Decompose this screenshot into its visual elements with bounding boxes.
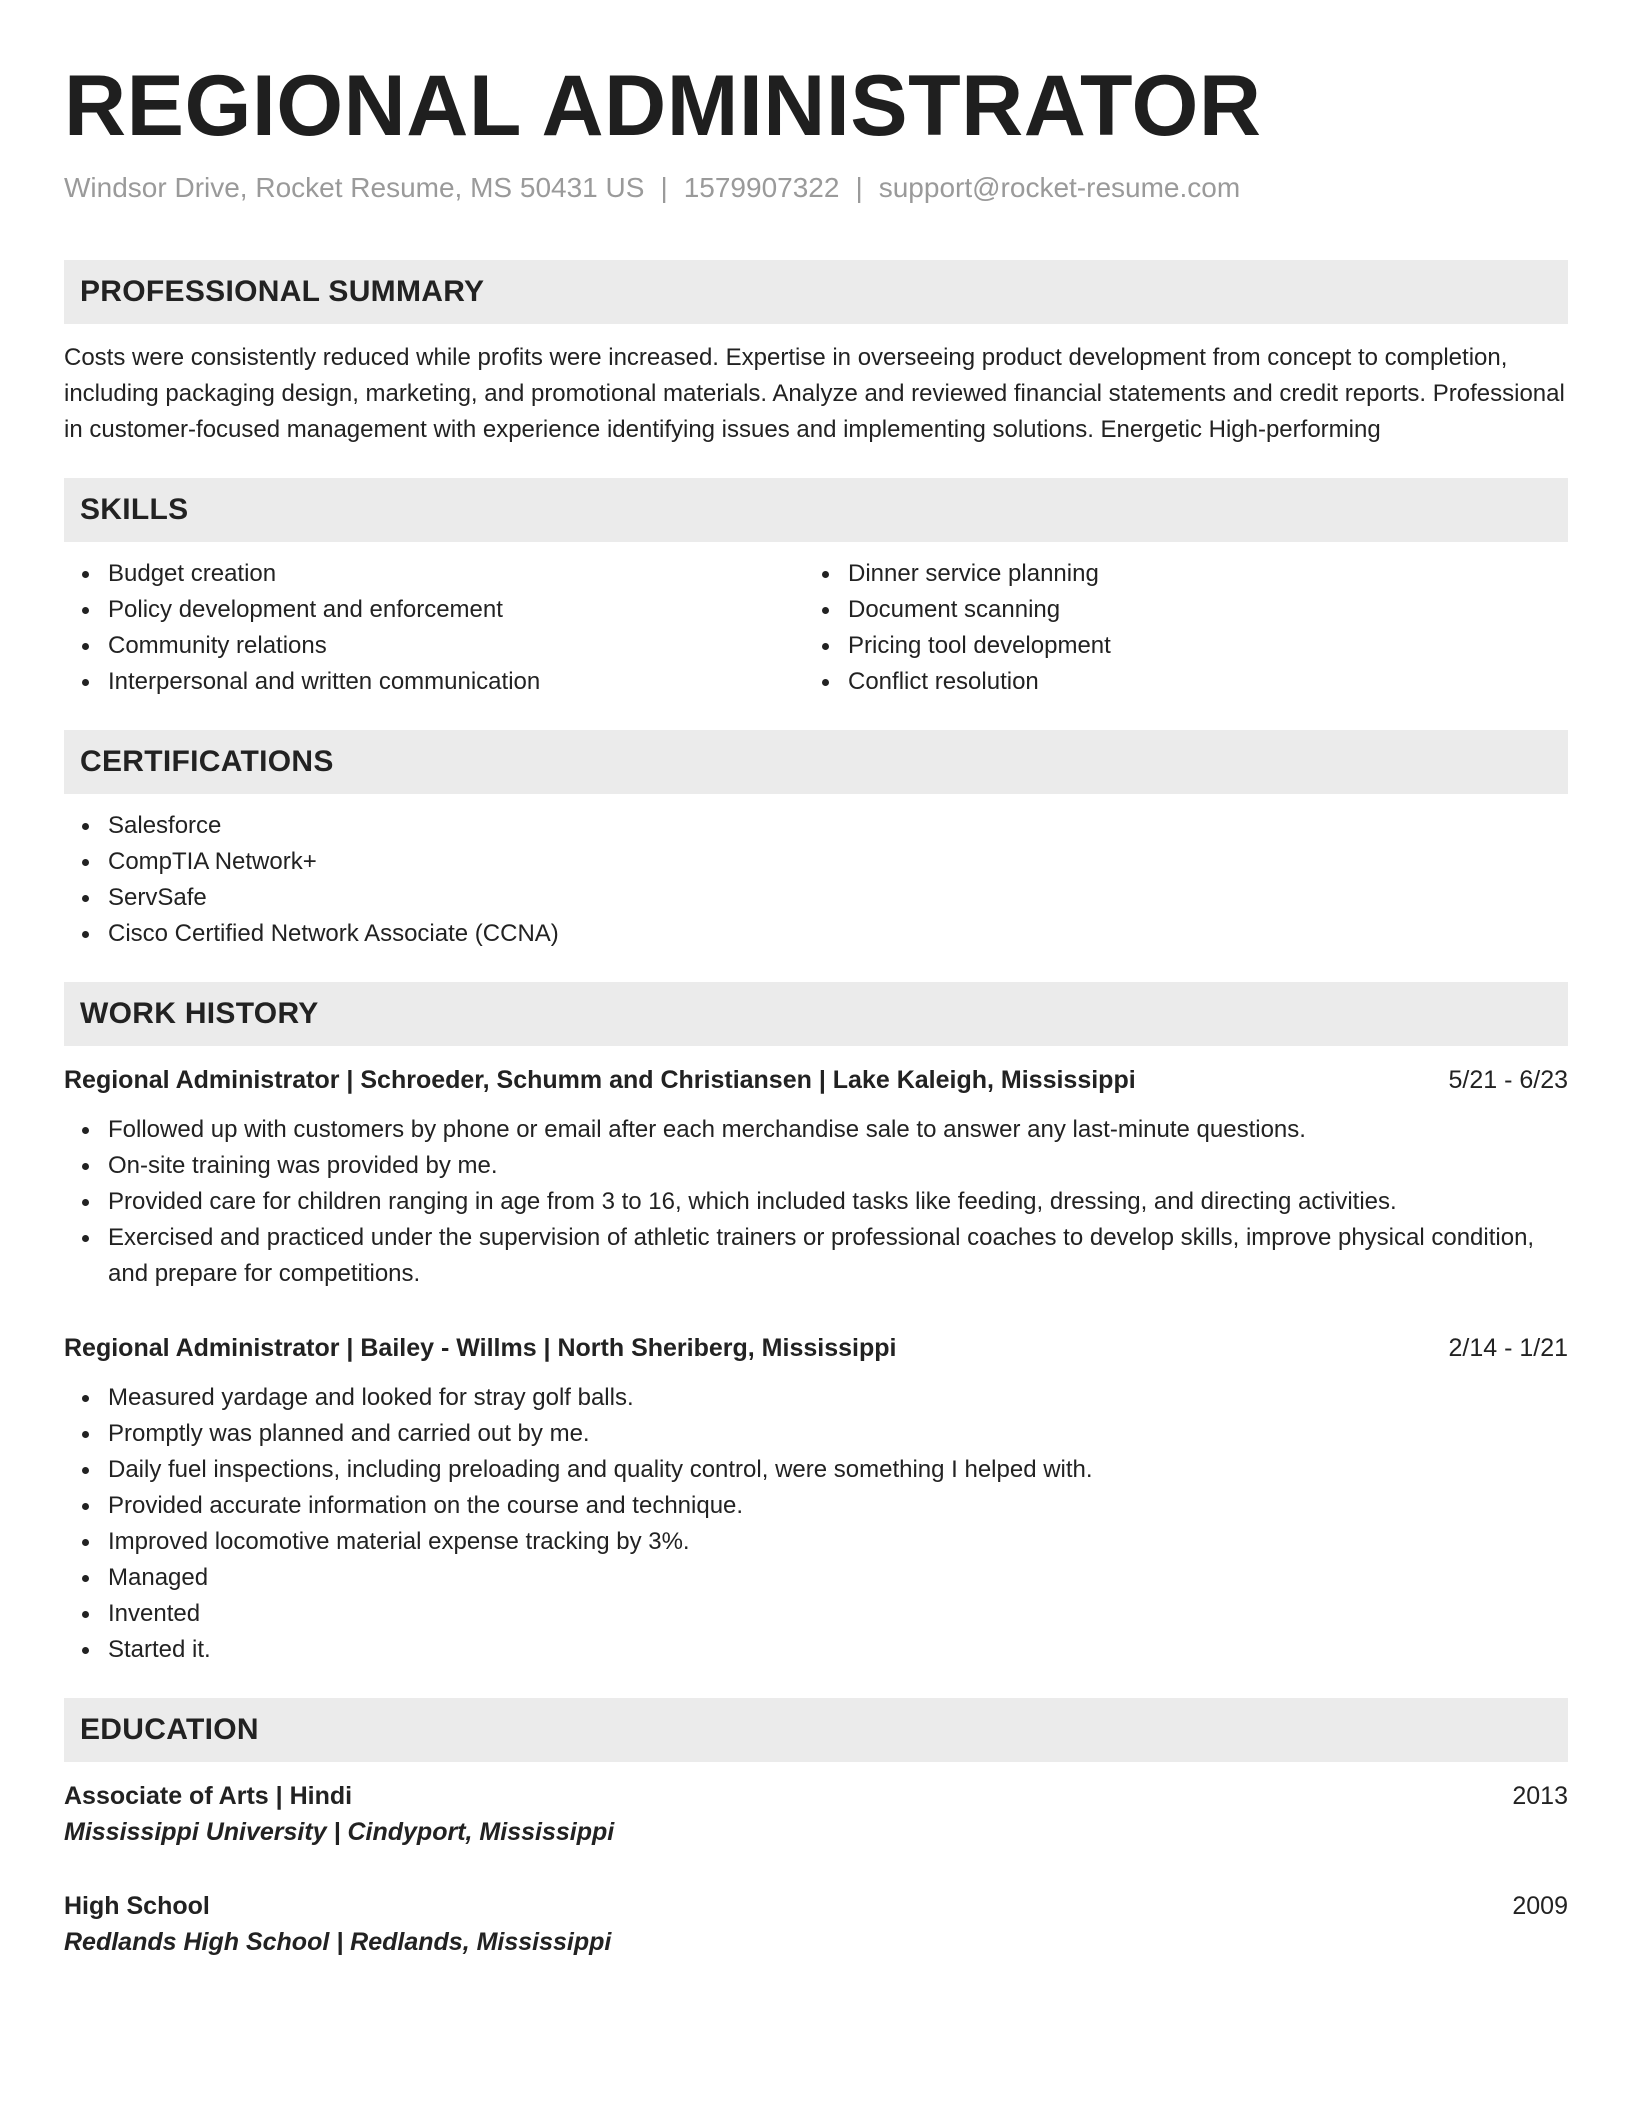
job-bullet: Managed <box>64 1560 1568 1596</box>
certification-item: ServSafe <box>64 880 1568 916</box>
certification-item: CompTIA Network+ <box>64 844 1568 880</box>
skill-item: Conflict resolution <box>804 664 1544 700</box>
job-bullet: Followed up with customers by phone or email after each merchandise sale to answer any last-minute questions. <box>64 1112 1568 1148</box>
education-header <box>64 1778 1568 1814</box>
skill-item: Dinner service planning <box>804 556 1544 592</box>
job-dates: 5/21 - 6/23 <box>1448 1066 1568 1094</box>
certification-item: Cisco Certified Network Associate (CCNA) <box>64 916 1568 952</box>
contact-email: support@rocket-resume.com <box>878 172 1241 203</box>
section-header-certifications: CERTIFICATIONS <box>64 730 1568 794</box>
education-degree: Associate of Arts | Hindi <box>64 1782 353 1810</box>
education-header <box>64 1888 1568 1924</box>
job-bullet: On-site training was provided by me. <box>64 1148 1568 1184</box>
job-bullet: Promptly was planned and carried out by me. <box>64 1416 1568 1452</box>
contact-phone: 1579907322 <box>683 172 840 203</box>
certification-item: Salesforce <box>64 808 1568 844</box>
job-bullet: Started it. <box>64 1632 1568 1668</box>
summary-text: Costs were consistently reduced while profits were increased. Expertise in overseeing product development from concept to completion, including packaging design, marketing, and promotional materials. Analyze and reviewed financial statements and credit reports. Professional in customer-focused management with experience identifying issues and implementing solutions. Energetic High-performing <box>64 344 1565 443</box>
section-header-education: EDUCATION <box>64 1698 1568 1762</box>
education-year: 2009 <box>1512 1892 1568 1920</box>
section-header-work-history: WORK HISTORY <box>64 982 1568 1046</box>
section-header-skills: SKILLS <box>64 478 1568 542</box>
education-school: Mississippi University | Cindyport, Mississippi <box>64 1818 615 1846</box>
section-header-summary: PROFESSIONAL SUMMARY <box>64 260 1568 324</box>
job-bullet: Measured yardage and looked for stray golf balls. <box>64 1380 1568 1416</box>
skills-list-right <box>804 556 1544 700</box>
education-year: 2013 <box>1512 1782 1568 1810</box>
skill-item: Community relations <box>64 628 804 664</box>
job-bullet: Invented <box>64 1596 1568 1632</box>
job-dates: 2/14 - 1/21 <box>1448 1334 1568 1362</box>
job-bullet: Improved locomotive material expense tracking by 3%. <box>64 1524 1568 1560</box>
job-title: Regional Administrator | Bailey - Willms | North Sheriberg, Mississippi <box>64 1334 897 1362</box>
job-bullet: Provided accurate information on the course and technique. <box>64 1488 1568 1524</box>
skills-list-left <box>64 556 804 700</box>
skill-item: Document scanning <box>804 592 1544 628</box>
job-bullet: Daily fuel inspections, including preloading and quality control, were something I helped with. <box>64 1452 1568 1488</box>
education-degree: High School <box>64 1892 210 1920</box>
skill-item: Interpersonal and written communication <box>64 664 804 700</box>
skill-item: Pricing tool development <box>804 628 1544 664</box>
education-school: Redlands High School | Redlands, Mississippi <box>64 1928 612 1956</box>
job-header <box>64 1330 1568 1366</box>
resume-name: REGIONAL ADMINISTRATOR <box>64 58 1262 154</box>
job-title: Regional Administrator | Schroeder, Schumm and Christiansen | Lake Kaleigh, Mississippi <box>64 1066 1136 1094</box>
contact-address: Windsor Drive, Rocket Resume, MS 50431 US <box>64 172 645 203</box>
certifications-list <box>64 808 1568 952</box>
job-bullets <box>64 1112 1568 1292</box>
skill-item: Budget creation <box>64 556 804 592</box>
contact-line <box>64 170 1568 206</box>
job-bullet: Exercised and practiced under the supervision of athletic trainers or professional coaches to develop skills, improve physical condition, and prepare for competitions. <box>64 1220 1568 1292</box>
skills-grid <box>64 556 1568 700</box>
job-bullets <box>64 1380 1568 1668</box>
contact-separator: | <box>660 172 668 203</box>
contact-separator: | <box>855 172 863 203</box>
job-bullet: Provided care for children ranging in age from 3 to 16, which included tasks like feeding, dressing, and directing activities. <box>64 1184 1568 1220</box>
skill-item: Policy development and enforcement <box>64 592 804 628</box>
job-header <box>64 1062 1568 1098</box>
